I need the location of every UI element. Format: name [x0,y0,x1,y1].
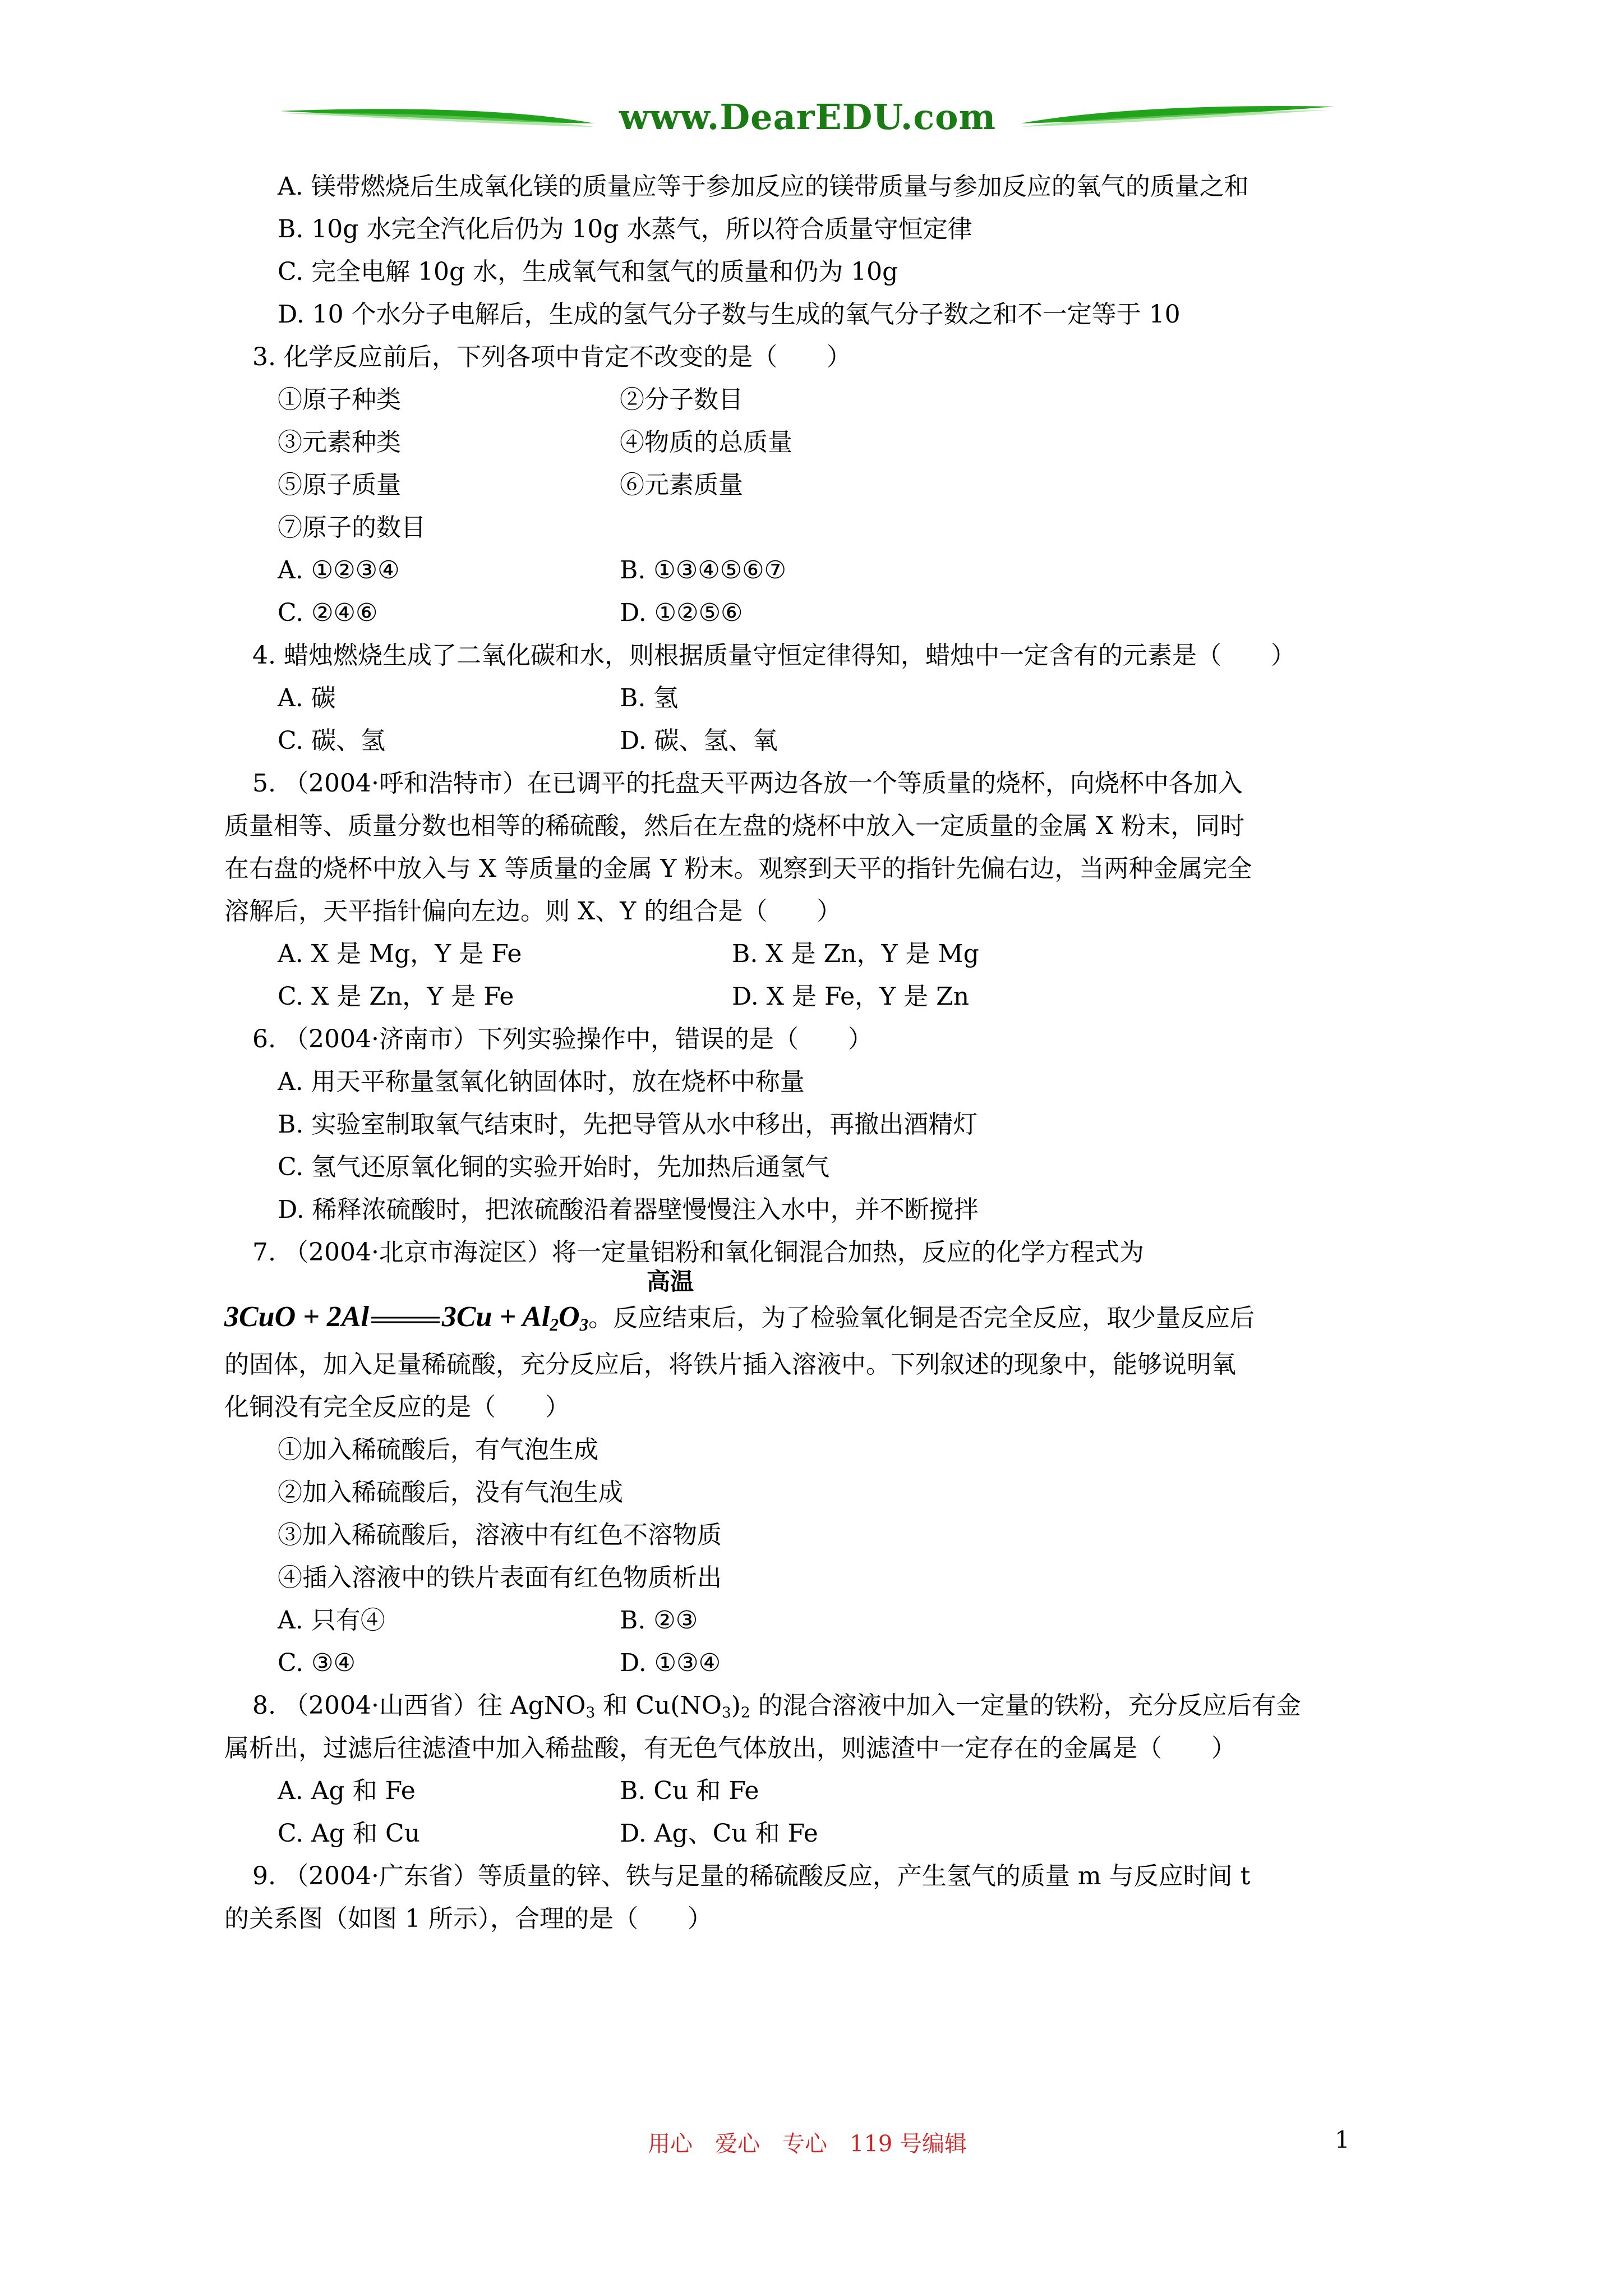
q4-option-a: A. 碳 [278,684,336,712]
q8-line-2: 属析出，过滤后往滤渣中加入稀盐酸，有无色气体放出，则滤渣中一定存在的金属是（ ） [224,1734,1236,1763]
q3-item-2: ②分子数目 [620,385,743,414]
q6-option-d: D. 稀释浓硫酸时，把浓硫酸沿着器壁慢慢注入水中，并不断搅拌 [278,1195,979,1224]
q2-option-d: D. 10 个水分子电解后，生成的氢气分子数与生成的氧气分子数之和不一定等于 10 [278,300,1181,329]
q7-line-4: 化铜没有完全反应的是（ ） [224,1393,570,1421]
q3-item-3: ③元素种类 [278,428,401,457]
page-number: 1 [1335,2126,1350,2154]
q3-option-d: D. ①②⑤⑥ [620,599,743,627]
q3-item-7: ⑦原子的数目 [278,513,426,542]
q7-item-4: ④插入溶液中的铁片表面有红色物质析出 [278,1563,722,1592]
q5-option-c: C. X 是 Zn，Y 是 Fe [278,982,514,1011]
equation-rhs-part: 3Cu + Al [441,1301,550,1333]
q8-option-c: C. Ag 和 Cu [278,1819,420,1848]
q4-option-d: D. 碳、氢、氧 [620,726,778,755]
q6-option-a: A. 用天平称量氢氧化钠固体时，放在烧杯中称量 [278,1068,805,1096]
q2-option-a: A. 镁带燃烧后生成氧化镁的质量应等于参加反应的镁带质量与参加反应的氧气的质量之和 [278,172,1249,201]
q3-stem: 3. 化学反应前后，下列各项中肯定不改变的是（ ） [252,343,851,371]
q3-item-4: ④物质的总质量 [620,428,792,457]
q5-line-1: 5. （2004·呼和浩特市）在已调平的托盘天平两边各放一个等质量的烧杯，向烧杯中各加入 [252,769,1243,798]
q5-option-a: A. X 是 Mg，Y 是 Fe [278,940,522,968]
q7-line-2-text: 。反应结束后，为了检验氧化铜是否完全反应，取少量反应后 [588,1304,1255,1332]
q4-option-c: C. 碳、氢 [278,726,386,755]
q9-line-1: 9. （2004·广东省）等质量的锌、铁与足量的稀硫酸反应，产生氢气的质量 m 与反应时间 t [252,1862,1251,1890]
equation-lhs: 3CuO + 2Al [224,1301,369,1333]
q2-option-b: B. 10g 水完全汽化后仍为 10g 水蒸气，所以符合质量守恒定律 [278,215,972,243]
q3-option-b: B. ①③④⑤⑥⑦ [620,556,786,585]
q6-option-b: B. 实验室制取氧气结束时，先把导管从水中移出，再撤出酒精灯 [278,1110,978,1139]
q3-option-a: A. ①②③④ [278,556,400,585]
q5-line-4: 溶解后，天平指针偏向左边。则 X、Y 的组合是（ ） [224,897,842,926]
equation-condition: 高温 [646,1268,694,1295]
q7-equation-line [224,1301,1255,1341]
q5-option-b: B. X 是 Zn，Y 是 Mg [732,940,979,968]
q7-item-3: ③加入稀硫酸后，溶液中有红色不溶物质 [278,1521,722,1549]
double-bar-arrow-icon [369,1315,442,1327]
footer-editor-note: 用心 爱心 专心 119 号编辑 [648,2131,967,2157]
q7-line-1: 7. （2004·北京市海淀区）将一定量铝粉和氧化铜混合加热，反应的化学方程式为 [252,1238,1144,1267]
equation-rhs [442,1301,588,1333]
q8-sub: 2 [740,1704,750,1722]
q8-option-d: D. Ag、Cu 和 Fe [620,1819,818,1848]
q9-line-2: 的关系图（如图 1 所示），合理的是（ ） [224,1904,712,1933]
q4-option-b: B. 氢 [620,684,679,712]
equation-sub: 3 [579,1314,589,1335]
q8-option-a: A. Ag 和 Fe [278,1777,416,1805]
equation-rhs-part: O [558,1301,580,1333]
q3-item-6: ⑥元素质量 [620,471,743,499]
q8-option-b: B. Cu 和 Fe [620,1777,759,1805]
q8-text: 和 Cu(NO [595,1691,722,1720]
q3-item-1: ①原子种类 [278,385,401,414]
q3-item-5: ⑤原子质量 [278,471,401,499]
site-logo-text: www.DearEDU.com [619,96,997,137]
q7-option-d: D. ①③④ [620,1649,721,1677]
q8-text: 8. （2004·山西省）往 AgNO [252,1691,586,1720]
q7-item-1: ①加入稀硫酸后，有气泡生成 [278,1435,598,1464]
q8-sub: 3 [585,1704,596,1722]
q8-text: ) [731,1691,741,1720]
q4-stem: 4. 蜡烛燃烧生成了二氧化碳和水，则根据质量守恒定律得知，蜡烛中一定含有的元素是（ ） [252,641,1295,670]
q5-option-d: D. X 是 Fe，Y 是 Zn [732,982,970,1011]
q5-line-2: 质量相等、质量分数也相等的稀硫酸，然后在左盘的烧杯中放入一定质量的金属 X 粉末，同时 [224,812,1245,840]
equation-sub: 2 [550,1314,559,1335]
q8-text: 的混合溶液中加入一定量的铁粉，充分反应后有金 [750,1691,1301,1720]
q8-sub: 3 [721,1704,731,1722]
equation-arrow [369,1309,442,1331]
q7-option-a: A. 只有④ [278,1606,385,1635]
q7-item-2: ②加入稀硫酸后，没有气泡生成 [278,1478,623,1507]
header-logo [280,90,1335,151]
q5-line-3: 在右盘的烧杯中放入与 X 等质量的金属 Y 粉末。观察到天平的指针先偏右边，当两种金属完全 [224,854,1252,883]
q6-option-c: C. 氢气还原氧化铜的实验开始时，先加热后通氢气 [278,1153,830,1181]
q7-option-c: C. ③④ [278,1649,356,1677]
q8-line-1 [252,1690,1301,1729]
q7-option-b: B. ②③ [620,1606,698,1635]
q7-line-3: 的固体，加入足量稀硫酸，充分反应后，将铁片插入溶液中。下列叙述的现象中，能够说明氧 [224,1350,1236,1379]
q2-option-c: C. 完全电解 10g 水，生成氧气和氢气的质量和仍为 10g [278,257,898,286]
q3-option-c: C. ②④⑥ [278,599,378,627]
q6-stem: 6. （2004·济南市）下列实验操作中，错误的是（ ） [252,1025,873,1053]
